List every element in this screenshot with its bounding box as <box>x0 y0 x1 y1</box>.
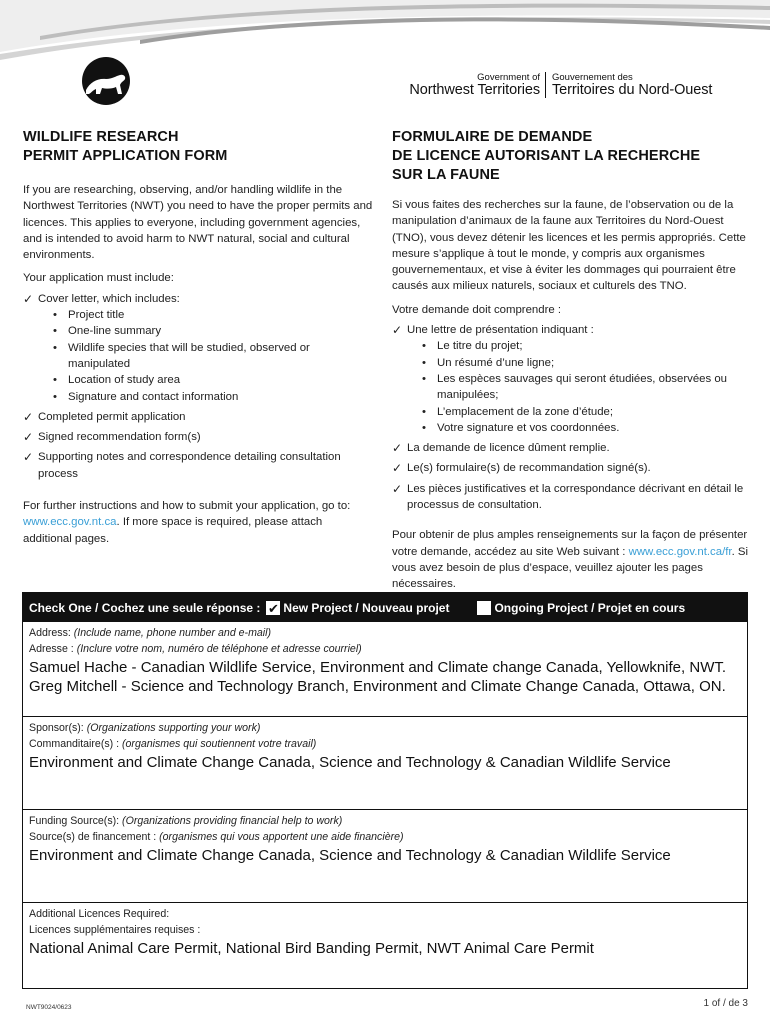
english-further-info: For further instructions and how to submit your application, go to: www.ecc.gov.nt.ca. If more space is required, please attach additional pages. <box>23 500 351 545</box>
list-item: ✓ Cover letter, which includes: • Project title • One-line summary • Wildlife species that will be studied, observed or manipulated • Location of study area • Signature and contact information <box>23 291 373 405</box>
checkmark-icon: ✓ <box>392 481 403 496</box>
ongoing-project-label: Ongoing Project / Projet en cours <box>494 600 686 615</box>
funding-label-en: Funding Source(s): (Organizations providing financial help to work) <box>29 815 343 827</box>
english-title-line2: PERMIT APPLICATION FORM <box>23 148 228 164</box>
list-item: ✓ Une lettre de présentation indiquant : • Le titre du projet; • Un résumé d’une ligne; • Les espèces sauvages qui seront étudiées, observées ou manipulées; • L’emplacement de la zone d’étude; • Votre signature et vos coordonnées. <box>392 322 752 436</box>
check-one-label: Check One / Cochez une seule réponse : <box>29 600 261 615</box>
ecc-website-link[interactable]: www.ecc.gov.nt.ca <box>23 516 117 529</box>
funding-value: Environment and Climate Change Canada, Science and Technology & Canadian Wildlife Service <box>29 847 671 864</box>
checkmark-icon: ✓ <box>23 291 34 306</box>
address-value-line2: Greg Mitchell - Science and Technology Branch, Environment and Climate Change Canada, Ottawa, ON. <box>29 677 726 695</box>
french-cover-items <box>407 338 752 436</box>
list-item: • Votre signature et vos coordonnées. <box>422 420 752 436</box>
licences-label-en: Additional Licences Required: <box>29 908 170 920</box>
funding-field[interactable] <box>23 809 747 902</box>
english-cover-items <box>38 307 373 405</box>
french-further-info: Pour obtenir de plus amples renseignements sur la façon de présenter votre demande, accédez au site Web suivant : www.ecc.gov.nt.ca/fr. Si vous avez besoin de plus d’espace, veuillez ajouter les pages nécessaires. <box>392 529 749 591</box>
french-intro: Si vous faites des recherches sur la faune, de l’observation ou de la manipulation d’animaux de la faune aux Territoires du Nord-Ouest (TNO), vous devez détenir les licences et les permis appropriés. Cette mesure s’applique à tout le monde, y compris aux organismes gouvernementaux, et vise à éviter les dommages qui pourraient être causés aux milieux naturels, sociaux et culturels des TNO. <box>392 199 746 293</box>
sponsor-value: Environment and Climate Change Canada, Science and Technology & Canadian Wildlife Service <box>29 754 671 771</box>
application-form <box>22 592 748 989</box>
french-title-line3: SUR LA FAUNE <box>392 167 500 183</box>
form-code: NWT9024/0623 <box>26 1004 72 1011</box>
funding-label-fr: Source(s) de financement : (organismes qui vous apportent une aide financière) <box>29 831 404 843</box>
french-title <box>392 128 752 185</box>
english-title-line1: WILDLIFE RESEARCH <box>23 129 179 145</box>
french-title-line2: DE LICENCE AUTORISANT LA RECHERCHE <box>392 148 701 164</box>
gov-fr-big: Territoires du Nord-Ouest <box>552 82 713 98</box>
gov-en-big: Northwest Territories <box>409 82 540 98</box>
french-must-include: Votre demande doit comprendre : <box>392 303 562 316</box>
checkmark-icon: ✓ <box>392 323 403 338</box>
address-value <box>29 659 741 696</box>
project-type-bar <box>23 593 747 622</box>
gov-divider <box>545 72 546 98</box>
ongoing-project-option[interactable] <box>477 601 685 615</box>
list-item: • Le titre du projet; <box>422 338 752 354</box>
list-item: • L’emplacement de la zone d’étude; <box>422 404 752 420</box>
english-intro: If you are researching, observing, and/or handling wildlife in the Northwest Territories (NWT) you need to have the proper permits and licences. This applies to everyone, including government agencies, and is intended to avoid harm to NWT natural, social and cultural environments. <box>23 184 373 262</box>
checkmark-icon: ✓ <box>23 409 34 424</box>
government-en-label <box>404 72 540 96</box>
list-item: • Signature and contact information <box>53 389 373 405</box>
english-requirements-list <box>23 291 373 482</box>
list-item: • Les espèces sauvages qui seront étudiées, observées ou manipulées; <box>422 371 752 404</box>
list-item: • Un résumé d’une ligne; <box>422 355 752 371</box>
sponsor-field[interactable] <box>23 716 747 809</box>
list-item: ✓ Les pièces justificatives et la correspondance décrivant en détail le processus de consultation. <box>392 481 744 512</box>
list-item: ✓ Completed permit application <box>23 409 186 424</box>
list-item: • Wildlife species that will be studied, observed or manipulated <box>53 340 373 373</box>
french-requirements-list <box>392 322 752 513</box>
french-title-line1: FORMULAIRE DE DEMANDE <box>392 129 593 145</box>
english-must-include: Your application must include: <box>23 272 174 285</box>
list-item: • Project title <box>53 307 373 323</box>
ongoing-project-checkbox[interactable] <box>477 601 491 615</box>
checkmark-icon: ✓ <box>23 450 34 465</box>
address-field[interactable] <box>23 622 747 716</box>
new-project-checkbox[interactable]: ✔ <box>267 600 279 616</box>
government-fr-label <box>552 72 752 96</box>
polar-bear-logo-icon <box>76 56 136 106</box>
checkmark-icon: ✓ <box>23 430 34 445</box>
list-item: ✓ La demande de licence dûment remplie. <box>392 441 610 456</box>
list-item: ✓ Le(s) formulaire(s) de recommandation signé(s). <box>392 461 651 476</box>
new-project-label: New Project / Nouveau projet <box>283 600 450 615</box>
ecc-website-fr-link[interactable]: www.ecc.gov.nt.ca/fr <box>628 545 732 558</box>
address-label-en: Address: (Include name, phone number and e-mail) <box>29 627 272 639</box>
licences-label-fr: Licences supplémentaires requises : <box>29 924 201 936</box>
licences-value: National Animal Care Permit, National Bird Banding Permit, NWT Animal Care Permit <box>29 940 594 957</box>
gov-fr-small: Gouvernement des <box>552 72 633 83</box>
french-column <box>392 128 752 593</box>
list-item: • Location of study area <box>53 372 373 388</box>
sponsor-label-en: Sponsor(s): (Organizations supporting your work) <box>29 722 261 734</box>
checkmark-icon: ✓ <box>392 461 403 476</box>
new-project-option[interactable] <box>266 601 449 615</box>
gov-en-small: Government of <box>477 72 540 83</box>
licences-field[interactable] <box>23 902 747 990</box>
english-title <box>23 128 373 166</box>
list-item: ✓ Supporting notes and correspondence detailing consultation process <box>23 450 341 480</box>
english-column <box>23 128 373 547</box>
checkmark-icon: ✓ <box>392 441 403 456</box>
address-label-fr: Adresse : (Inclure votre nom, numéro de téléphone et adresse courriel) <box>29 643 362 655</box>
sponsor-label-fr: Commanditaire(s) : (organismes qui soutiennent votre travail) <box>29 738 317 750</box>
page-number: 1 of / de 3 <box>703 998 748 1009</box>
address-value-line1: Samuel Hache - Canadian Wildlife Service, Environment and Climate change Canada, Yellowknife, NWT. <box>29 659 727 676</box>
list-item: • One-line summary <box>53 323 373 339</box>
list-item: ✓ Signed recommendation form(s) <box>23 430 201 445</box>
